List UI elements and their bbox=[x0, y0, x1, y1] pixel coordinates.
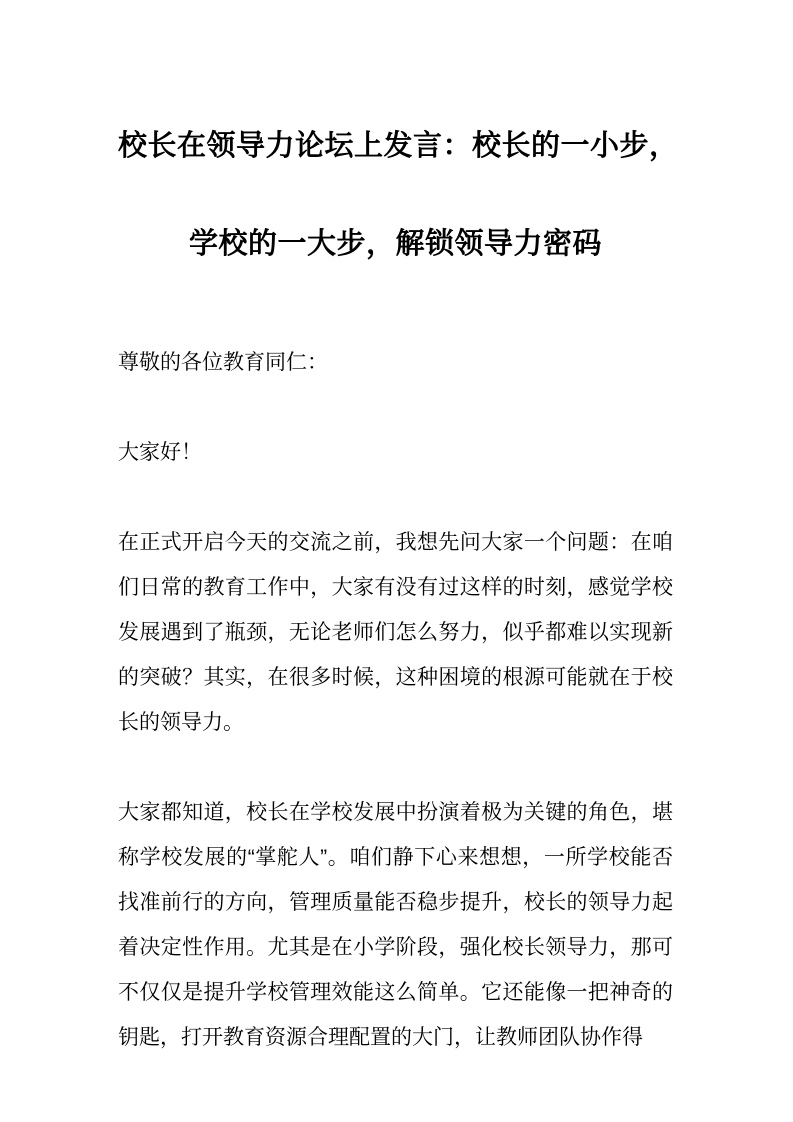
document-title bbox=[118, 97, 679, 293]
body-paragraph-2: 大家都知道，校长在学校发展中扮演着极为关键的角色，堪称学校发展的“掌舵人”。咱们静下心来想想，一所学校能否找准前行的方向，管理质量能否稳步提升，校长的领导力起着决定性作用。尤其是在小学阶段，强化校长领导力，那可不仅仅是提升学校管理效能这么简单。它还能像一把神奇的钥匙，打开教育资源合理配置的大门，让教师团队协作得 bbox=[118, 801, 673, 1049]
title-line-2: 学校的一大步，解锁领导力密码 bbox=[188, 228, 602, 260]
body-paragraph-1: 在正式开启今天的交流之前，我想先问大家一个问题：在咱们日常的教育工作中，大家有没有过这样的时刻，感觉学校发展遇到了瓶颈，无论老师们怎么努力，似乎都难以实现新的突破？其实，在很多时候，这种困境的根源可能就在于校长的领导力。 bbox=[118, 531, 673, 734]
title-line-1: 校长在领导力论坛上发言：校长的一小步， bbox=[118, 130, 679, 162]
greeting-paragraph: 大家好！ bbox=[118, 441, 202, 464]
salutation-paragraph: 尊敬的各位教育同仁： bbox=[118, 351, 328, 374]
